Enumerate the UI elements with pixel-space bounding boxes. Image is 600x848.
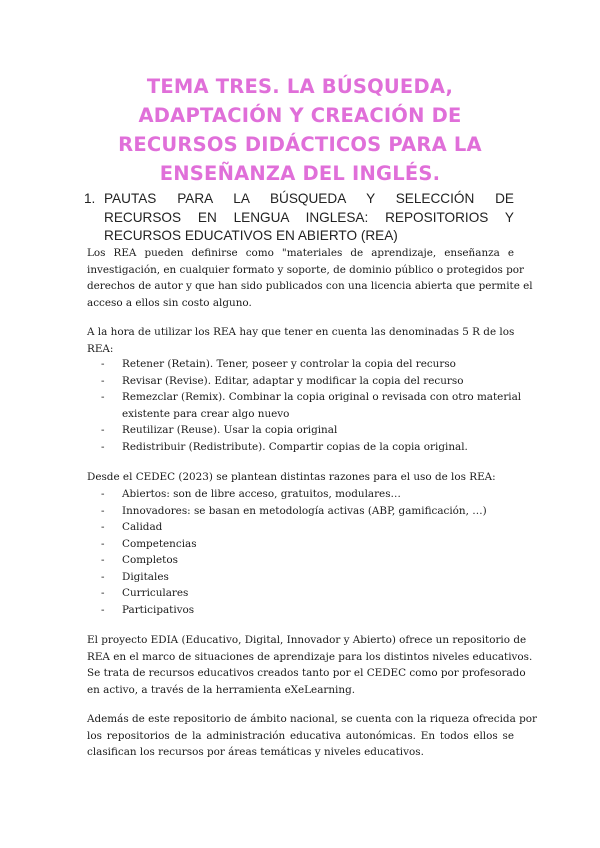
heading-line: PAUTAS PARA LA BÚSQUEDA Y SELECCIÓN DE	[104, 191, 514, 206]
paragraph-edia	[87, 632, 533, 698]
list-item: - Competencias	[101, 537, 197, 550]
text-line: derechos de autor y que han sido publicados con una licencia abierta que permite el	[87, 280, 533, 292]
list-item: - Calidad	[101, 521, 163, 533]
text-line: Desde el CEDEC (2023) se plantean distintas razones para el uso de los REA:	[87, 471, 496, 483]
paragraph-rea-definition	[87, 245, 533, 311]
text-line: los repositorios de la administración educativa autonómicas. En todos ellos se	[87, 729, 514, 742]
text-line: Los REA pueden definirse como "materiales de aprendizaje, enseñanza e	[87, 247, 514, 259]
list-item: - Revisar (Revise). Editar, adaptar y modificar la copia del recurso	[101, 374, 464, 387]
section-heading	[84, 190, 514, 246]
text-line: REA en el marco de situaciones de aprendizaje para los distintos niveles educativos.	[87, 650, 533, 663]
list-item: - Reutilizar (Reuse). Usar la copia original	[101, 424, 338, 436]
heading-line: RECURSOS EN LENGUA INGLESA: REPOSITORIOS Y	[104, 209, 514, 225]
paragraph-cedec-intro	[87, 469, 514, 486]
list-item: - Retener (Retain). Tener, poseer y controlar la copia del recurso	[101, 358, 456, 370]
title-line: TEMA TRES. LA BÚSQUEDA,	[146, 75, 454, 98]
list-item: - Curriculares	[101, 587, 189, 599]
text-line: A la hora de utilizar los REA hay que tener en cuenta las denominadas 5 R de los	[87, 326, 515, 338]
list-item: - Redistribuir (Redistribute). Compartir copias de la copia original.	[101, 440, 468, 453]
list-item: - Innovadores: se basan en metodología activas (ABP, gamificación, …)	[101, 504, 487, 517]
text-line: Además de este repositorio de ámbito nacional, se cuenta con la riqueza ofrecida por	[87, 713, 537, 725]
title-line: RECURSOS DIDÁCTICOS PARA LA	[118, 133, 482, 156]
text-line: en activo, a través de la herramienta eXeLearning.	[87, 683, 356, 696]
text-line: El proyecto EDIA (Educativo, Digital, Innovador y Abierto) ofrece un repositorio de	[87, 634, 527, 646]
list-cedec-reasons	[87, 486, 514, 618]
list-item: - Completos	[101, 554, 178, 566]
title-line: ADAPTACIÓN Y CREACIÓN DE	[138, 104, 462, 127]
text-line: Se trata de recursos educativos creados tanto por el CEDEC como por profesorado	[87, 667, 526, 679]
list-item: - Digitales	[101, 570, 169, 583]
paragraph-repositories	[87, 711, 537, 761]
title-line: ENSEÑANZA DEL INGLÉS.	[159, 162, 441, 185]
document-title	[40, 72, 560, 188]
list-item: - Remezclar (Remix). Combinar la copia original o revisada con otro material existente para crear algo nuevo	[101, 391, 522, 420]
text-line: clasifican los recursos por áreas temáticas y niveles educativos.	[87, 746, 424, 758]
list-5r	[87, 356, 522, 455]
paragraph-5r-intro	[87, 324, 514, 357]
heading-line: RECURSOS EDUCATIVOS EN ABIERTO (REA)	[104, 228, 398, 243]
text-line: REA:	[87, 342, 114, 355]
text-line: acceso a ellos sin costo alguno.	[87, 296, 252, 309]
section-number: 1.	[84, 191, 96, 206]
text-line: investigación, en cualquier formato y soporte, de dominio público o protegidos por	[87, 263, 525, 276]
list-item: - Abiertos: son de libre acceso, gratuitos, modulares…	[101, 488, 401, 500]
list-item: - Participativos	[101, 603, 195, 616]
